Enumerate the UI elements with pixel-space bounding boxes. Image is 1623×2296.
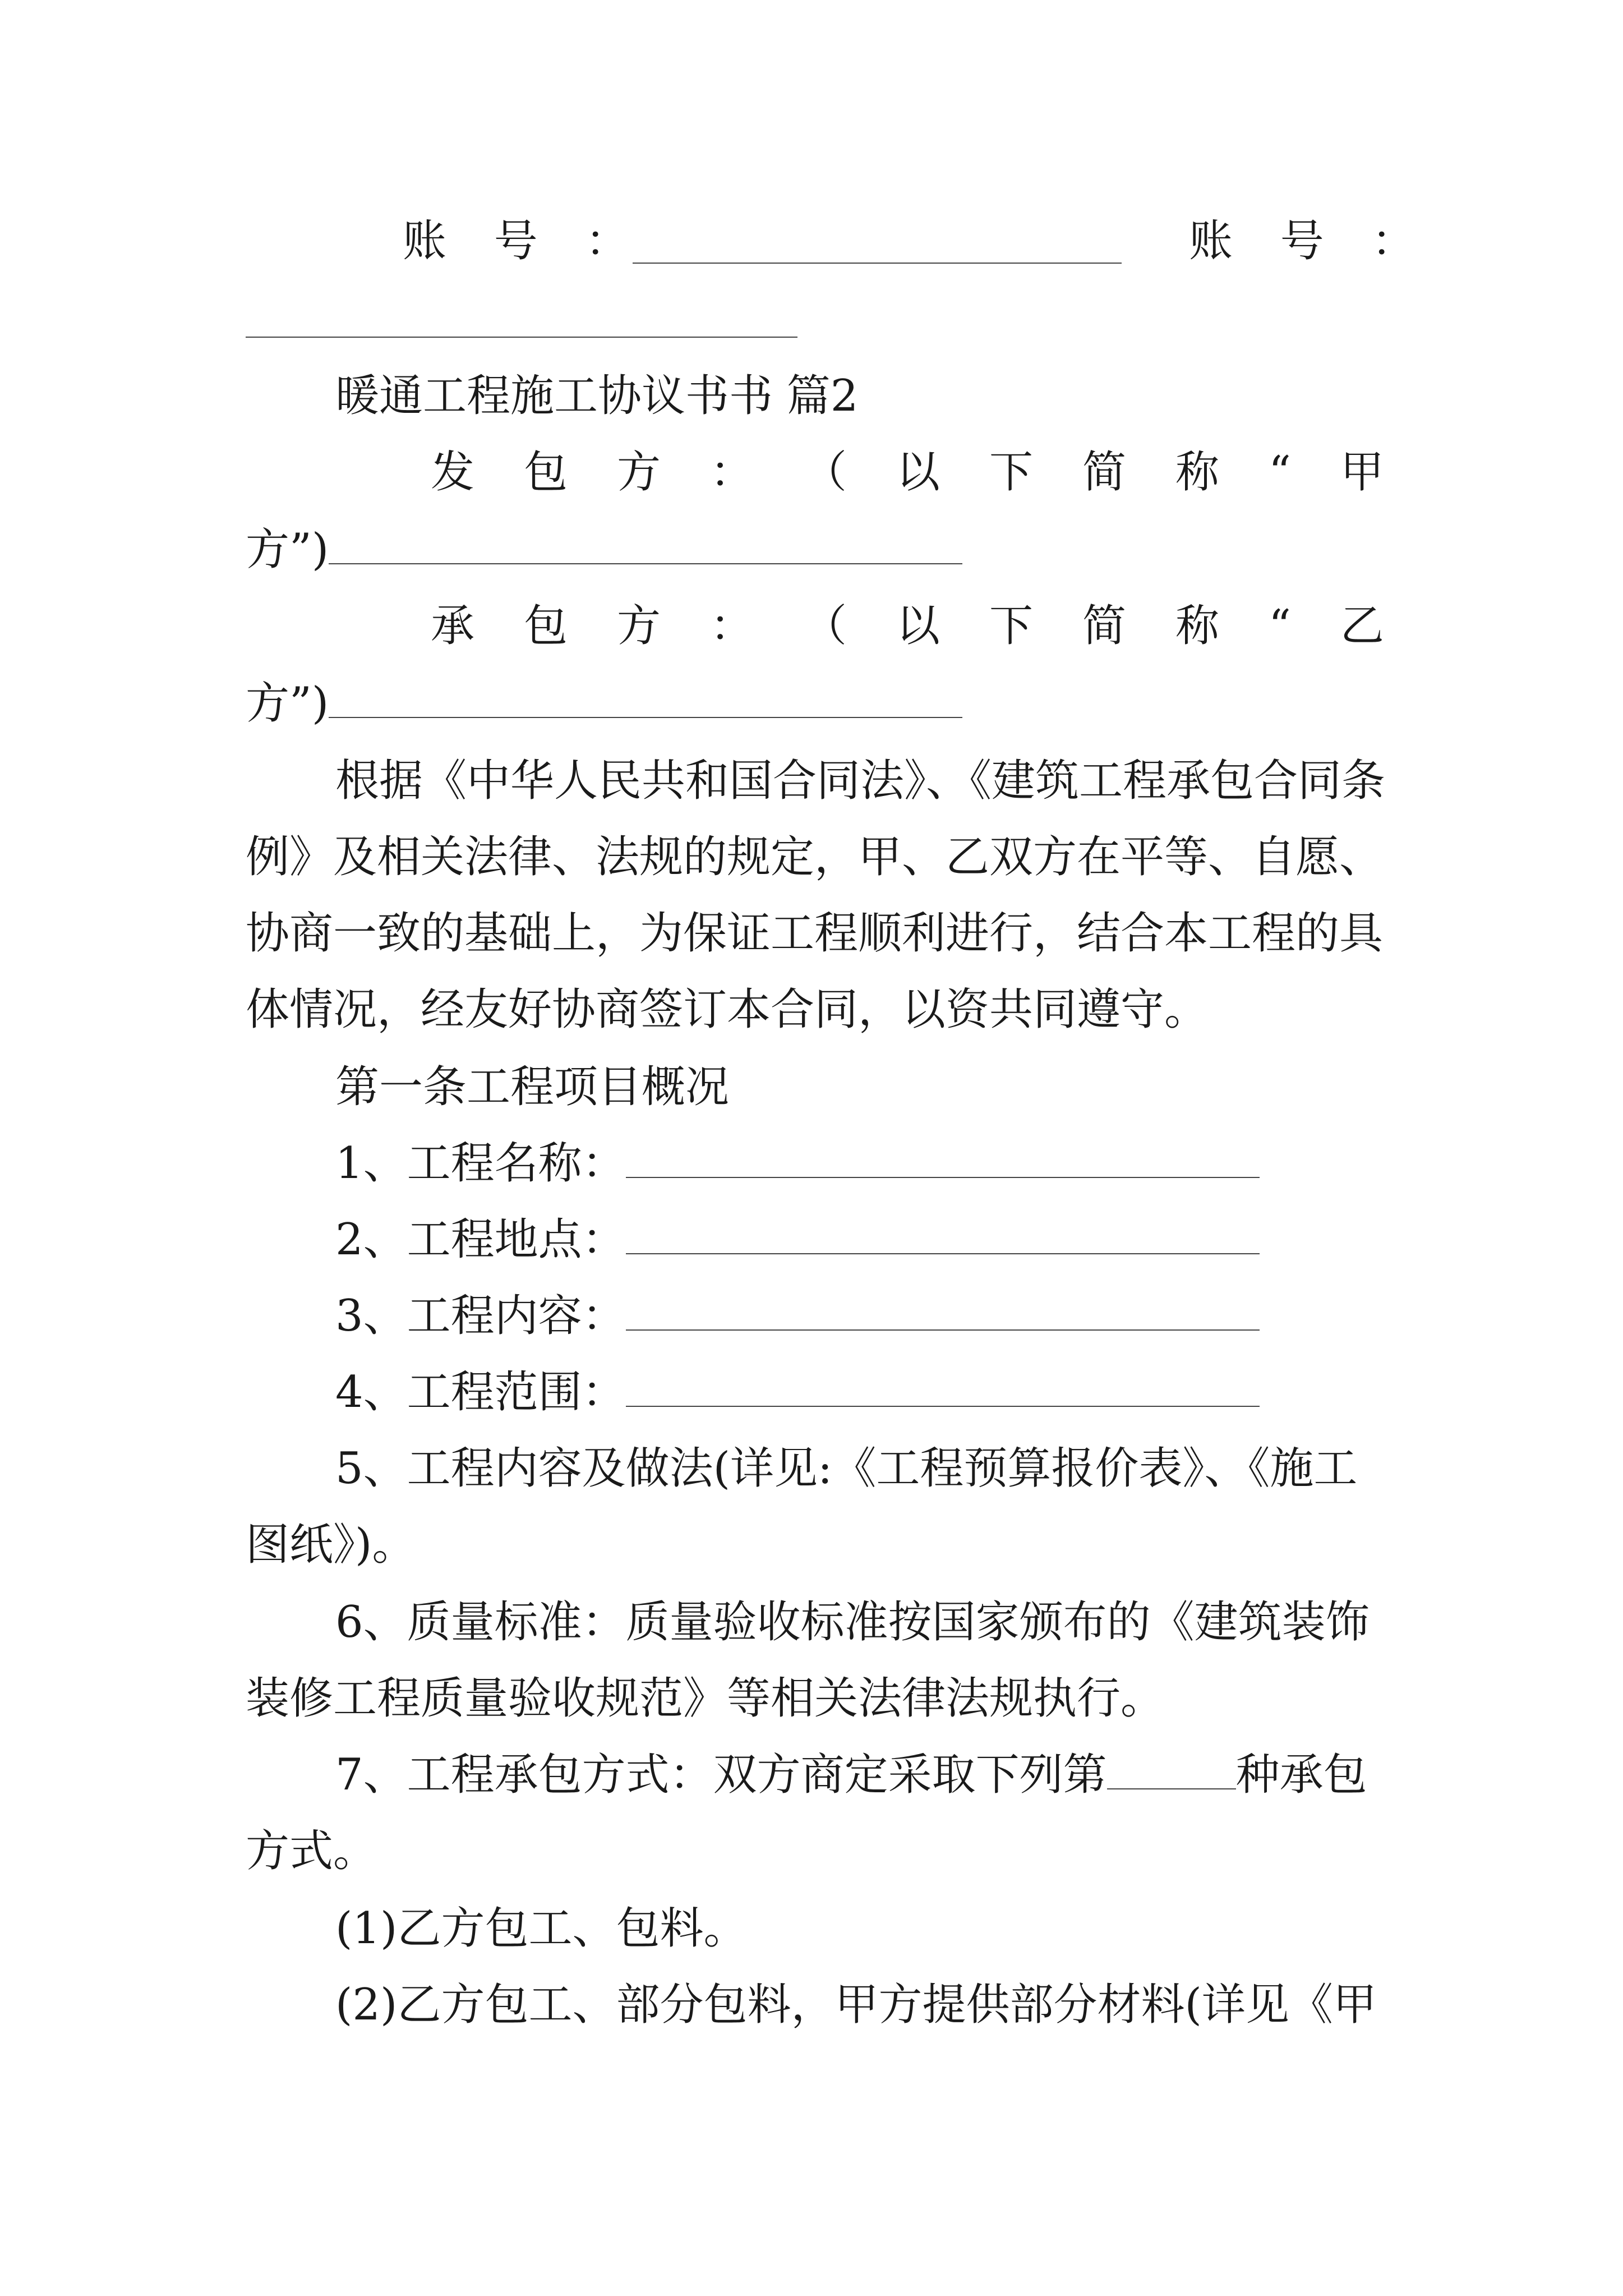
preamble-line: 根据《中华人民共和国合同法》、《建筑工程承包合同条 [335, 756, 1386, 806]
contractor-char: 下 [989, 601, 1034, 651]
employer-char: （ [803, 447, 847, 498]
item-5-line-2: 图纸》)。 [246, 1520, 416, 1570]
project-location-blank[interactable] [626, 1214, 1260, 1254]
item-6-line-1: 6、质量标准：质量验收标准按国家颁布的《建筑装饰 [335, 1597, 1370, 1648]
article-1-title: 第一条工程项目概况 [335, 1062, 730, 1112]
section-title: 暖通工程施工协议书书 篇2 [335, 371, 859, 421]
account-blank-left[interactable] [633, 263, 1122, 264]
project-scope-blank[interactable] [626, 1366, 1260, 1407]
contractor-char: （ [803, 601, 847, 651]
contractor-char: 以 [896, 601, 940, 651]
employer-char: ： [710, 447, 754, 498]
contractor-name-blank[interactable] [329, 678, 962, 718]
item-project-location: 2、工程地点： [335, 1212, 1475, 1268]
preamble-line: 体情况，经友好协商签订本合同，以资共同遵守。 [246, 984, 1209, 1035]
employer-char: 简 [1082, 447, 1127, 498]
contractor-char: 承 [431, 601, 475, 651]
item-5-line-1: 5、工程内容及做法(详见:《工程预算报价表》、《施工 [335, 1443, 1358, 1494]
account-row-right [1189, 213, 1432, 269]
contractor-char: ： [710, 601, 754, 651]
contractor-line [431, 598, 1384, 654]
employer-line [431, 444, 1384, 500]
account-label-left: 账 号 ： [403, 216, 646, 266]
account-blank-right-continuation[interactable] [246, 337, 797, 338]
item-project-name: 1、工程名称： [335, 1135, 1475, 1191]
project-content-blank[interactable] [626, 1290, 1260, 1331]
employer-continuation: 方”) [246, 522, 1385, 578]
item-6-line-2: 装修工程质量验收规范》等相关法律法规执行。 [246, 1673, 1165, 1724]
contractor-char: “ [1269, 601, 1291, 651]
employer-char: 下 [989, 447, 1034, 498]
employer-char: 方 [617, 447, 661, 498]
contractor-char: 称 [1175, 601, 1220, 651]
employer-char: 甲 [1340, 447, 1384, 498]
contractor-char: 方 [617, 601, 661, 651]
employer-char: 称 [1175, 447, 1220, 498]
account-label-right: 账 号 ： [1189, 216, 1432, 266]
option-2: (2)乙方包工、部分包料，甲方提供部分材料(详见《甲 [335, 1980, 1377, 2030]
contractor-char: 包 [524, 601, 568, 651]
preamble-line: 协商一致的基础上，为保证工程顺利进行，结合本工程的具 [246, 908, 1384, 959]
contractor-continuation: 方”) [246, 675, 1385, 731]
item-project-content: 3、工程内容： [335, 1288, 1475, 1344]
project-name-blank[interactable] [626, 1138, 1260, 1178]
contractor-char: 简 [1082, 601, 1127, 651]
item-7-line-1: 7、工程承包方式：双方商定采取下列第 种承包 [335, 1750, 1367, 1800]
employer-char: 包 [524, 447, 568, 498]
employer-name-blank[interactable] [329, 524, 962, 564]
employer-char: 发 [431, 447, 475, 498]
contract-mode-blank[interactable] [1107, 1749, 1236, 1789]
employer-char: “ [1269, 447, 1291, 498]
item-7-line-2: 方式。 [246, 1826, 377, 1876]
employer-char: 以 [896, 447, 940, 498]
item-project-scope: 4、工程范围： [335, 1364, 1475, 1420]
preamble-line: 例》及相关法律、法规的规定，甲、乙双方在平等、自愿、 [246, 832, 1384, 882]
option-1: (1)乙方包工、包料。 [335, 1903, 748, 1954]
contractor-char: 乙 [1340, 601, 1384, 651]
